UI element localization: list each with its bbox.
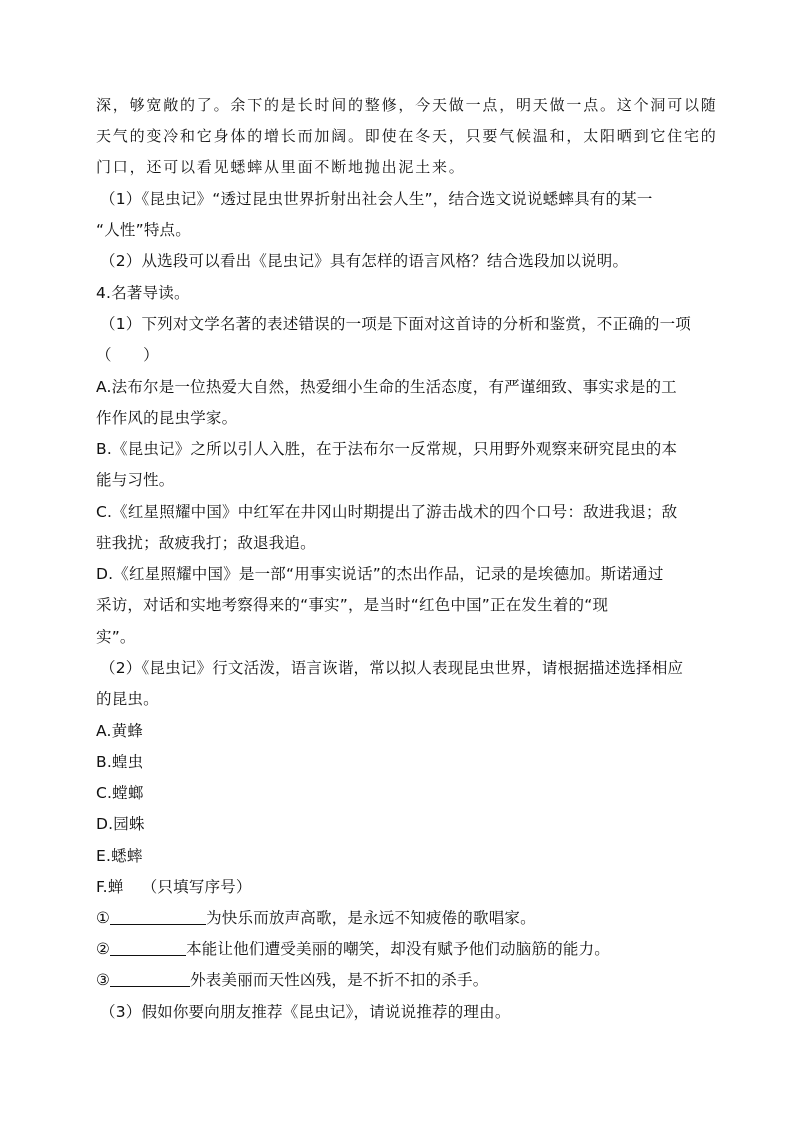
answer-blank[interactable] xyxy=(110,908,206,925)
q3-sub1-line1: （1）《昆虫记》“透过昆虫世界折射出社会人生”，结合选文说说蟋蟀具有的某一 xyxy=(100,190,653,208)
q4-option-b-line2: 能与习性。 xyxy=(96,471,175,489)
q4-choice-b: B.蝗虫 xyxy=(96,753,144,771)
answer-blank[interactable] xyxy=(110,970,190,987)
fill-number: ① xyxy=(96,909,111,927)
q4-sub1-answer-brackets: （ ） xyxy=(96,346,159,364)
q4-option-d-line3: 实”。 xyxy=(96,628,136,646)
q4-choice-f: F.蝉 xyxy=(96,878,124,896)
q4-fill-2 xyxy=(96,938,706,960)
q4-choice-f-row xyxy=(96,876,706,898)
fill-text: 外表美丽而天性凶残，是不折不扣的杀手。 xyxy=(190,971,489,989)
q4-option-c-line2: 驻我扰；敌疲我打；敌退我追。 xyxy=(96,534,316,552)
q4-choice-e: E.蟋蟀 xyxy=(96,847,143,865)
q4-option-b-line1: B.《昆虫记》之所以引人入胜，在于法布尔一反常规，只用野外观察来研究昆虫的本 xyxy=(96,440,678,458)
q4-sub3: （3）假如你要向朋友推荐《昆虫记》，请说说推荐的理由。 xyxy=(100,1003,511,1021)
passage-line-1: 深，够宽敞的了。余下的是长时间的整修，今天做一点，明天做一点。这个洞可以随 xyxy=(96,96,718,114)
q4-option-d-line2: 采访，对话和实地考察得来的“事实”，是当时“红色中国”正在发生着的“现 xyxy=(96,596,609,614)
q4-option-c-line1: C.《红星照耀中国》中红军在井冈山时期提出了游击战术的四个口号：敌进我退；敌 xyxy=(96,503,678,521)
passage-line-2: 天气的变冷和它身体的增长而加阔。即使在冬天，只要气候温和，太阳晒到它住宅的 xyxy=(96,127,718,145)
q4-fill-1 xyxy=(96,907,706,929)
q4-option-d-line1: D.《红星照耀中国》是一部“用事实说话”的杰出作品，记录的是埃德加。斯诺通过 xyxy=(96,565,664,583)
fill-number: ③ xyxy=(96,971,111,989)
q4-sub2-line1: （2）《昆虫记》行文活泼，语言诙谐，常以拟人表现昆虫世界，请根据描述选择相应 xyxy=(100,659,684,677)
q4-sub2-line2: 的昆虫。 xyxy=(96,690,159,708)
q4-fill-3 xyxy=(96,969,706,991)
q4-choice-a: A.黄蜂 xyxy=(96,722,144,740)
q4-choice-note: （只填写序号） xyxy=(141,878,252,896)
passage-line-3: 门口，还可以看见蟋蟀从里面不断地抛出泥土来。 xyxy=(96,158,466,176)
answer-blank[interactable] xyxy=(110,939,186,956)
q4-option-a-line1: A.法布尔是一位热爱大自然，热爱细小生命的生活态度，有严谨细致、事实求是的工 xyxy=(96,378,677,396)
fill-number: ② xyxy=(96,940,111,958)
q4-choice-c: C.螳螂 xyxy=(96,784,144,802)
fill-text: 为快乐而放声高歌，是永远不知疲倦的歌唱家。 xyxy=(206,909,536,927)
q3-sub2: （2）从选段可以看出《昆虫记》具有怎样的语言风格？结合选段加以说明。 xyxy=(100,252,629,270)
q4-title: 4.名著导读。 xyxy=(96,284,190,302)
fill-text: 本能让他们遭受美丽的嘲笑，却没有赋予他们动脑筋的能力。 xyxy=(186,940,611,958)
q4-option-a-line2: 作作风的昆虫学家。 xyxy=(96,409,238,427)
q4-sub1-line1: （1）下列对文学名著的表述错误的一项是下面对这首诗的分析和鉴赏，不正确的一项 xyxy=(100,315,691,333)
q3-sub1-line2: “人性”特点。 xyxy=(96,221,191,239)
q4-choice-d: D.园蛛 xyxy=(96,815,145,833)
